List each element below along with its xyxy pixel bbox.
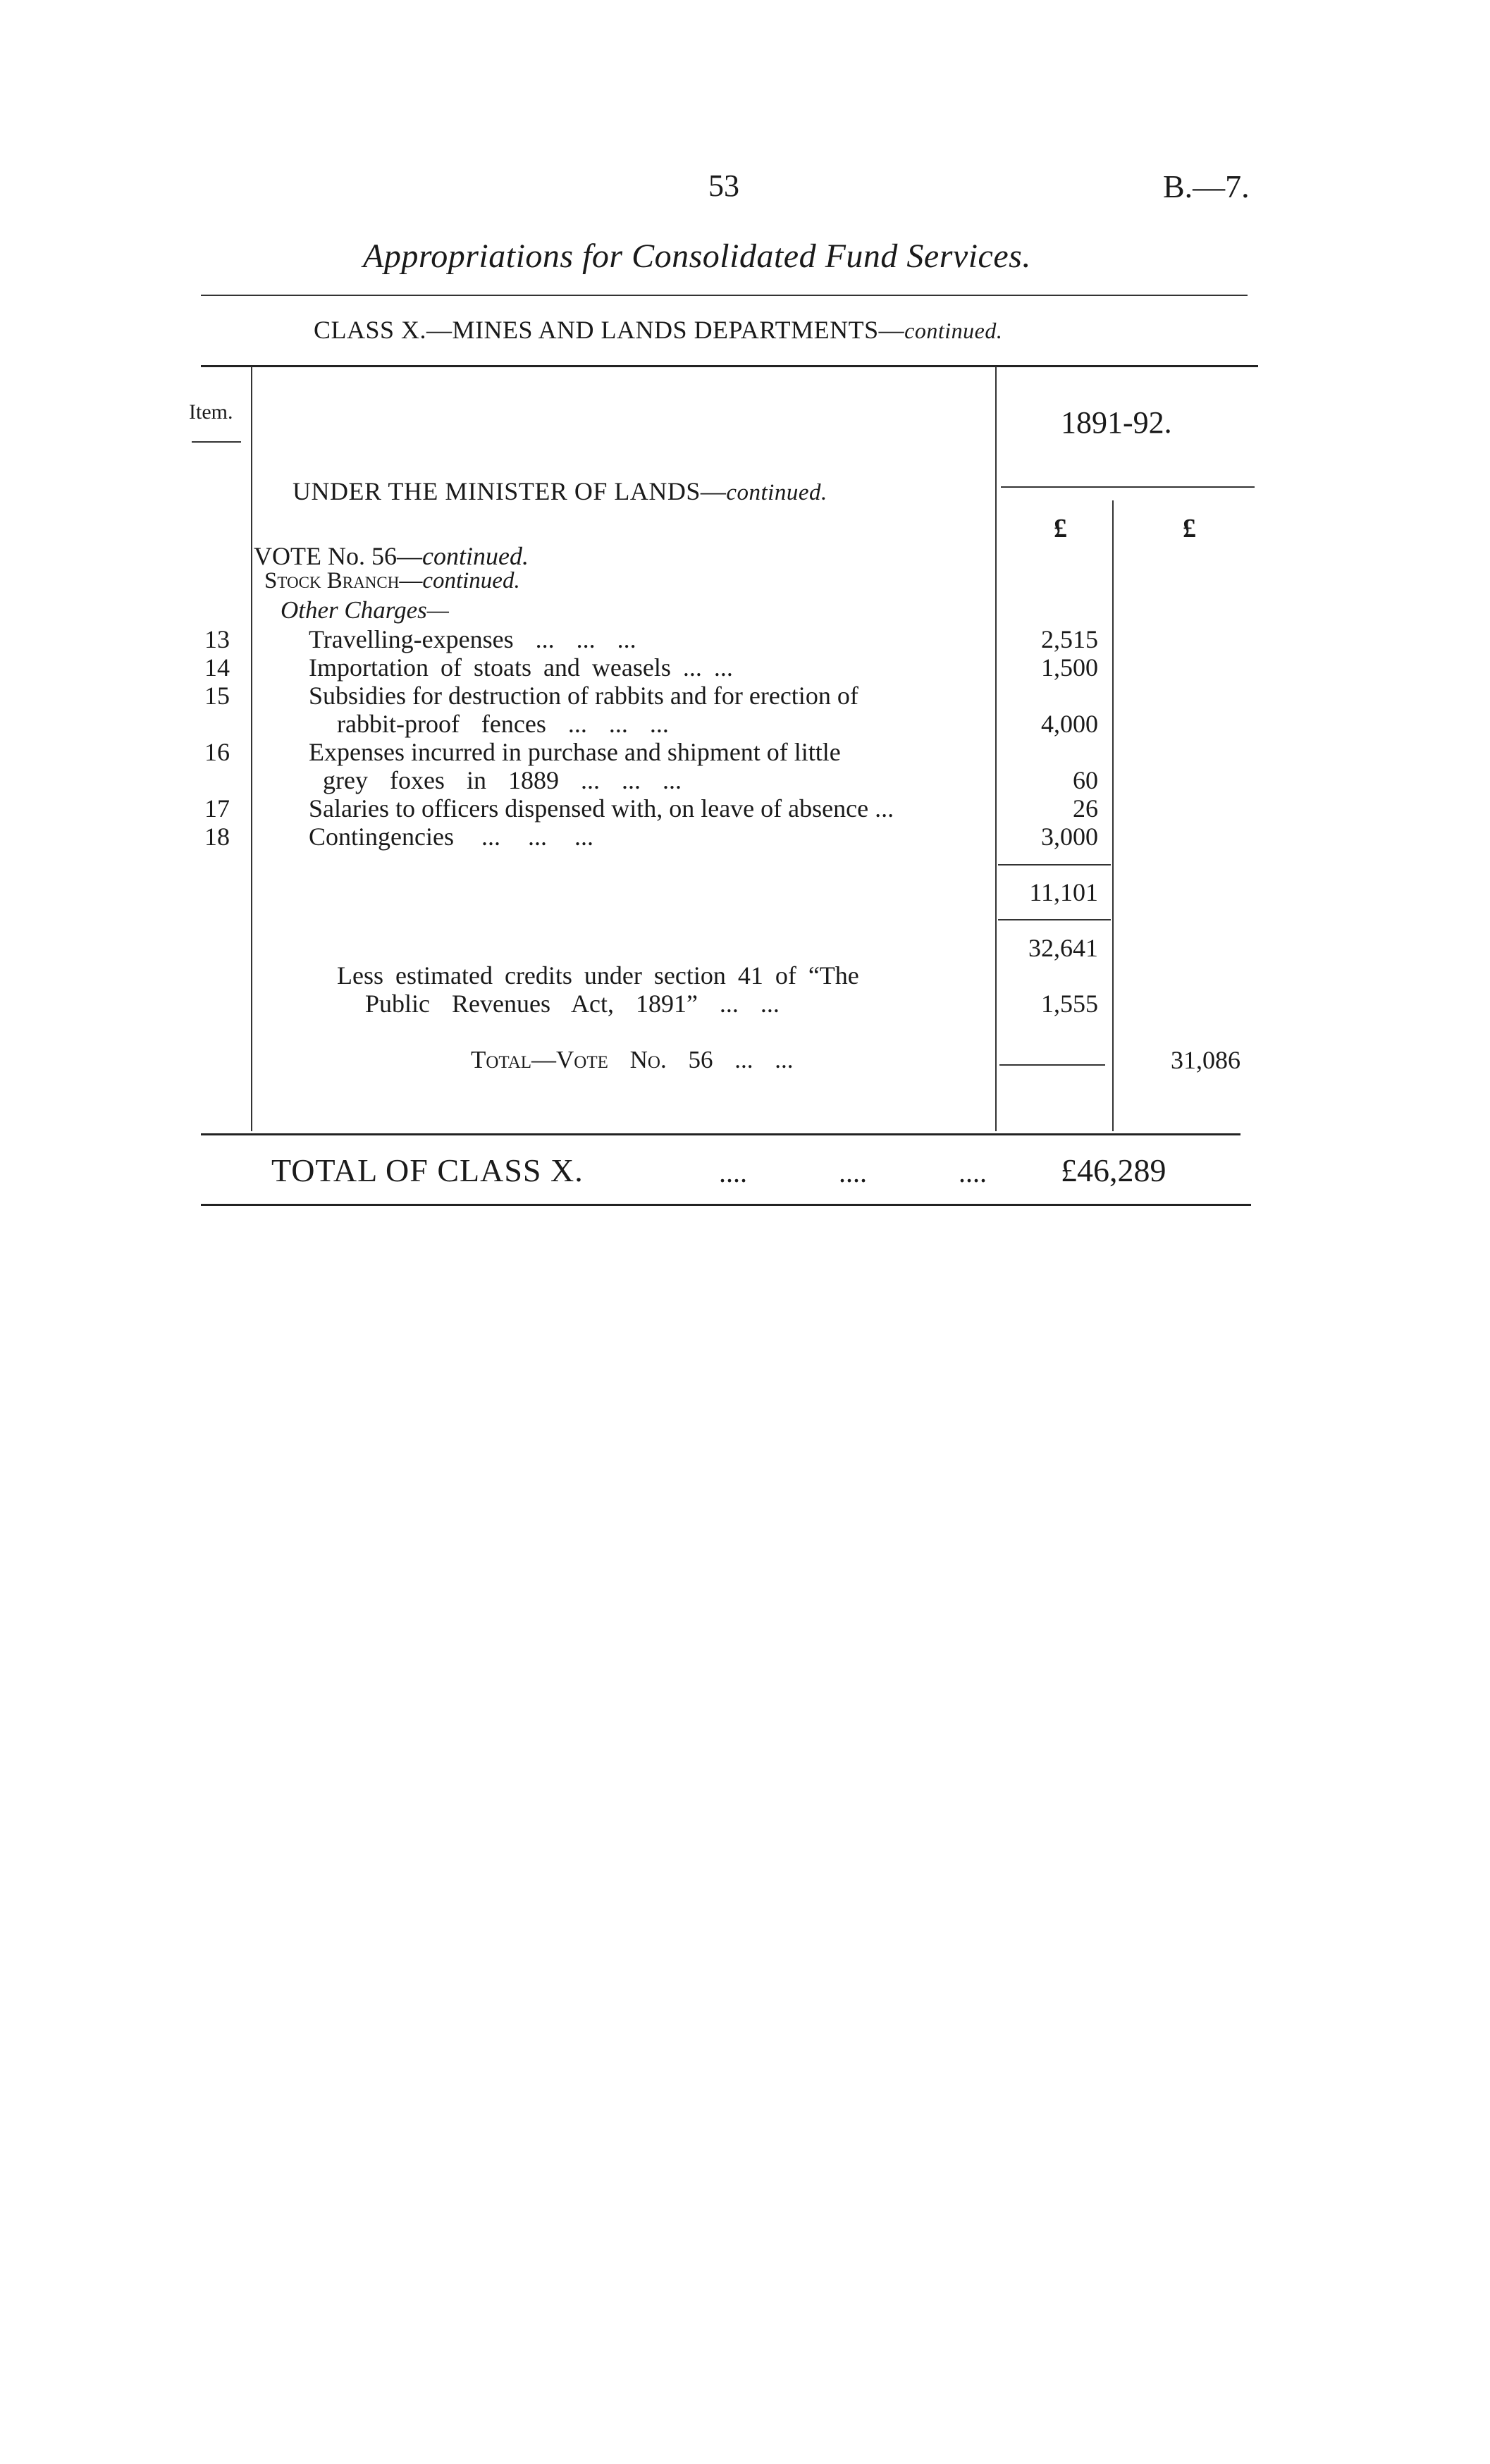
vote-total-rule (999, 1064, 1105, 1066)
item-number: 18 (204, 823, 230, 851)
class-heading (314, 315, 1002, 345)
class-total-leader-dots: .... .... .... (719, 1157, 987, 1188)
class-total-label: TOTAL OF CLASS X. (271, 1152, 584, 1188)
item-description: Contingencies ... ... ... (309, 823, 593, 851)
item-amount: 1,500 (1041, 653, 1098, 682)
branch-heading-main: Stock Branch— (264, 568, 423, 593)
description-column-divider (995, 366, 997, 1131)
subtotal-amount: 11,101 (1029, 878, 1098, 906)
section-heading-main: UNDER THE MINISTER OF LANDS— (293, 477, 727, 505)
item-description: Salaries to officers dispensed with, on leave of absence ... (309, 794, 894, 823)
page-number: 53 (708, 168, 739, 203)
document-reference: B.—7. (1163, 168, 1250, 204)
item-description: Expenses incurred in purchase and shipment of little (309, 738, 841, 766)
credits-amount: 1,555 (1041, 990, 1098, 1018)
vote-total-amount: 31,086 (1171, 1046, 1240, 1074)
amount-column-divider (1112, 500, 1114, 1131)
item-amount: 3,000 (1041, 823, 1098, 851)
branch-heading (264, 568, 520, 594)
year-header-rule (1001, 486, 1255, 488)
less-credits-label: Less estimated credits under section 41 of “The (337, 961, 859, 990)
item-number: 13 (204, 625, 230, 653)
rule-under-class-total (201, 1204, 1251, 1206)
item-amount: 4,000 (1041, 710, 1098, 738)
item-description: Travelling-expenses ... ... ... (309, 625, 636, 653)
class-total-amount: £46,289 (1061, 1152, 1166, 1188)
item-description-continuation: grey foxes in 1889 ... ... ... (323, 766, 682, 794)
item-amount: 2,515 (1041, 625, 1098, 653)
currency-symbol-right: £ (1183, 514, 1196, 543)
item-number: 16 (204, 738, 230, 766)
item-number: 14 (204, 653, 230, 682)
item-amount: 26 (1073, 794, 1098, 823)
item-description-continuation: rabbit-proof fences ... ... ... (337, 710, 669, 738)
item-header-underline (192, 441, 241, 443)
class-heading-continued: continued. (904, 318, 1003, 343)
rule-bottom-of-table (201, 1133, 1240, 1135)
item-column-header: Item. (189, 400, 233, 424)
vote-heading (254, 541, 529, 571)
subtotal-rule (998, 864, 1111, 866)
item-number: 15 (204, 682, 230, 710)
item-number: 17 (204, 794, 230, 823)
vote-heading-main: VOTE No. 56— (254, 542, 422, 570)
rule-under-title (201, 295, 1248, 296)
section-heading (293, 476, 827, 506)
vote-total-label: Total—Vote No. 56 ... ... (471, 1046, 794, 1073)
charges-heading: Other Charges— (281, 596, 449, 624)
section-heading-continued: continued. (726, 480, 827, 505)
currency-symbol-left: £ (1054, 514, 1067, 543)
rule-top-of-table (201, 365, 1258, 367)
branch-heading-continued: continued. (422, 568, 520, 593)
item-amount: 60 (1073, 766, 1098, 794)
item-description: Importation of stoats and weasels ... ... (309, 653, 733, 682)
class-heading-main: CLASS X.—MINES AND LANDS DEPARTMENTS— (314, 316, 905, 344)
item-description: Subsidies for destruction of rabbits and for erection of (309, 682, 858, 710)
item-column-divider (251, 366, 252, 1131)
year-header: 1891-92. (1061, 405, 1172, 440)
less-credits-label-continuation: Public Revenues Act, 1891” ... ... (365, 990, 780, 1018)
gross-total-rule (998, 919, 1111, 920)
page-title: Appropriations for Consolidated Fund Services. (363, 238, 1031, 275)
gross-total-amount: 32,641 (1028, 934, 1098, 962)
vote-heading-continued: continued. (421, 542, 529, 570)
